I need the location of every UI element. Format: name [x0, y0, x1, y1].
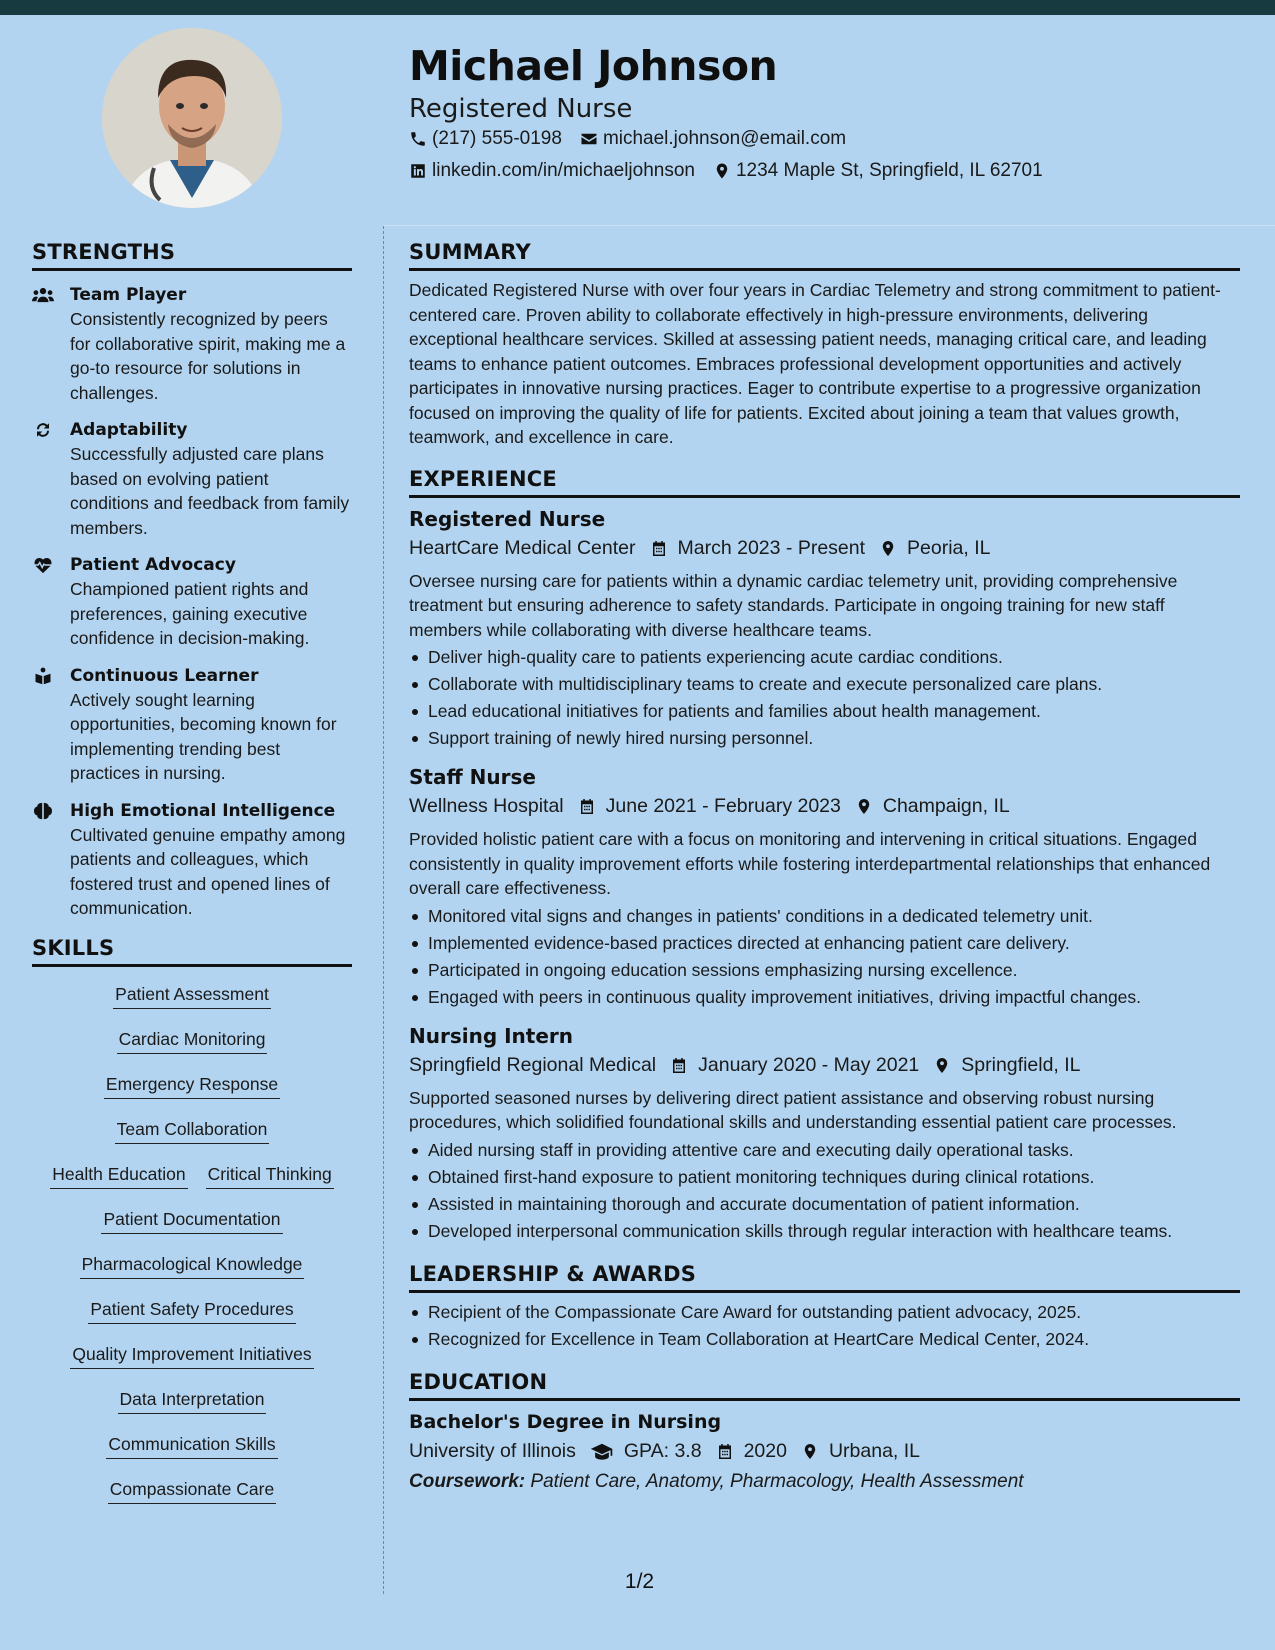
- summary-heading: SUMMARY: [409, 240, 1240, 271]
- calendar-icon: [650, 539, 668, 558]
- book-reader-icon: [32, 667, 54, 685]
- education-heading: EDUCATION: [409, 1370, 1240, 1401]
- job-description: Supported seasoned nurses by delivering direct patient assistance and observing robust nursing procedures, which solidified foundational skills and understanding essential patient care processes.: [409, 1087, 1177, 1132]
- education-school: University of Illinois: [409, 1439, 576, 1462]
- skills-list: [32, 983, 352, 1523]
- right-column: [409, 240, 1240, 1497]
- map-pin-icon: [713, 162, 731, 180]
- left-column: [32, 240, 352, 1523]
- brain-icon: [32, 802, 54, 820]
- education-coursework: [409, 1467, 1240, 1497]
- strength-item: Continuous Learner Actively sought learning opportunities, becoming known for implementing trending best practices in nursing.: [32, 664, 352, 786]
- job-entry: [409, 506, 1240, 753]
- calendar-icon: [670, 1056, 688, 1075]
- contact-phone: (217) 555-0198: [409, 128, 562, 150]
- coursework-list: Patient Care, Anatomy, Pharmacology, Health Assessment: [530, 1470, 1024, 1492]
- experience-heading: EXPERIENCE: [409, 467, 1240, 498]
- job-dates: June 2021 - February 2023: [605, 795, 841, 817]
- list-item: Implemented evidence-based practices directed at enhancing patient care delivery.: [409, 930, 1240, 957]
- strength-item: Team Player Consistently recognized by peers for collaborative spirit, making me a go-to resource for solutions in challenges.: [32, 283, 352, 405]
- job-meta: [409, 533, 1240, 564]
- envelope-icon: [580, 130, 598, 148]
- list-item: Assisted in maintaining thorough and accurate documentation of patient information.: [409, 1191, 1240, 1218]
- skill-tag: Data Interpretation: [118, 1388, 267, 1414]
- heartbeat-icon: [32, 556, 54, 574]
- list-item: Engaged with peers in continuous quality improvement initiatives, driving impactful changes.: [409, 984, 1240, 1011]
- job-location: Peoria, IL: [907, 536, 991, 559]
- job-bullets: [409, 903, 1240, 1011]
- graduation-cap-icon: [590, 1442, 614, 1461]
- job-title: Registered Nurse: [409, 506, 606, 531]
- list-item: Obtained first-hand exposure to patient monitoring techniques during clinical rotations.: [409, 1164, 1240, 1191]
- skill-tag: Quality Improvement Initiatives: [70, 1343, 313, 1369]
- job-entry: [409, 1023, 1240, 1245]
- coursework-label: Coursework:: [409, 1470, 526, 1492]
- contact-email[interactable]: michael.johnson@email.com: [580, 128, 846, 150]
- calendar-icon: [578, 797, 596, 816]
- page-number: 1/2: [624, 1570, 655, 1593]
- list-item: Deliver high-quality care to patients experiencing acute cardiac conditions.: [409, 644, 1240, 671]
- job-description: Oversee nursing care for patients within a dynamic cardiac telemetry unit, providing comprehensive treatment but ensuring adherence to safety standards. Participate in ongoing training for new staff members while collaborating with diverse healthcare teams.: [409, 570, 1178, 640]
- list-item: Aided nursing staff in providing attentive care and executing daily operational tasks.: [409, 1137, 1240, 1164]
- education-degree: Bachelor's Degree in Nursing: [409, 1410, 722, 1433]
- header-separator: [383, 225, 1275, 226]
- calendar-icon: [716, 1442, 734, 1461]
- contact-address: 1234 Maple St, Springfield, IL 62701: [713, 160, 1043, 182]
- column-divider: [383, 226, 384, 1594]
- awards-heading: LEADERSHIP & AWARDS: [409, 1262, 1240, 1293]
- strengths-list: [32, 283, 352, 921]
- strengths-heading: STRENGTHS: [32, 240, 352, 271]
- list-item: Monitored vital signs and changes in patients' conditions in a dedicated telemetry unit.: [409, 903, 1240, 930]
- avatar: [102, 28, 282, 208]
- list-item: Participated in ongoing education sessions emphasizing nursing excellence.: [409, 957, 1240, 984]
- strength-item: Patient Advocacy Championed patient rights and preferences, gaining executive confidence in decision-making.: [32, 553, 352, 651]
- candidate-name: Michael Johnson: [409, 42, 778, 90]
- skill-tag: Communication Skills: [106, 1433, 277, 1459]
- skill-tag: Health Education: [50, 1163, 187, 1189]
- job-title: Staff Nurse: [409, 765, 536, 789]
- education-meta: [409, 1436, 1240, 1467]
- contact-linkedin[interactable]: linkedin.com/in/michaeljohnson: [409, 160, 695, 182]
- contact-row-1: [409, 128, 864, 150]
- job-bullets: [409, 644, 1240, 752]
- awards-list: [409, 1299, 1240, 1353]
- job-entry: [409, 764, 1240, 1011]
- candidate-title: Registered Nurse: [409, 94, 633, 124]
- refresh-icon: [32, 421, 54, 439]
- job-dates: January 2020 - May 2021: [698, 1053, 920, 1076]
- skills-heading: SKILLS: [32, 936, 352, 967]
- list-item: Lead educational initiatives for patients and families about health management.: [409, 698, 1240, 725]
- list-item: Recipient of the Compassionate Care Award for outstanding patient advocacy, 2025.: [409, 1299, 1240, 1326]
- skill-tag: Critical Thinking: [206, 1163, 334, 1189]
- skill-tag: Pharmacological Knowledge: [80, 1253, 305, 1279]
- experience-section: [409, 467, 1240, 1245]
- map-pin-icon: [933, 1056, 951, 1075]
- skill-tag: Team Collaboration: [115, 1118, 270, 1144]
- map-pin-icon: [855, 797, 873, 816]
- strength-item: Adaptability Successfully adjusted care plans based on evolving patient conditions and feedback from family members.: [32, 418, 352, 540]
- education-section: [409, 1370, 1240, 1497]
- job-company: Wellness Hospital: [409, 795, 564, 817]
- job-description: Provided holistic patient care with a focus on monitoring and intervening in critical situations. Engaged consistently in quality improvement efforts while fostering interdepartmental relationships that enhanced overall care effectiveness.: [409, 829, 1211, 898]
- map-pin-icon: [879, 539, 897, 558]
- education-year: 2020: [743, 1439, 787, 1462]
- job-company: Springfield Regional Medical: [409, 1053, 657, 1076]
- list-item: Support training of newly hired nursing personnel.: [409, 725, 1240, 752]
- skill-tag: Patient Documentation: [101, 1208, 282, 1234]
- skill-tag: Compassionate Care: [108, 1478, 276, 1504]
- job-bullets: [409, 1137, 1240, 1245]
- team-icon: [32, 286, 54, 304]
- job-location: Champaign, IL: [882, 795, 1010, 817]
- list-item: Collaborate with multidisciplinary teams to create and execute personalized care plans.: [409, 671, 1240, 698]
- list-item: Recognized for Excellence in Team Collaboration at HeartCare Medical Center, 2024.: [409, 1326, 1240, 1353]
- top-bar: [0, 0, 1275, 15]
- awards-section: [409, 1262, 1240, 1353]
- education-location: Urbana, IL: [828, 1439, 921, 1462]
- job-meta: [409, 791, 1240, 822]
- skill-tag: Patient Assessment: [113, 983, 271, 1009]
- linkedin-icon: [409, 162, 427, 180]
- strength-item: High Emotional Intelligence Cultivated genuine empathy among patients and colleagues, which fostered trust and opened lines of communication.: [32, 799, 352, 921]
- map-pin-icon: [801, 1442, 819, 1461]
- phone-icon: [409, 130, 427, 148]
- skill-tag: Emergency Response: [104, 1073, 280, 1099]
- list-item: Developed interpersonal communication skills through regular interaction with healthcare teams.: [409, 1218, 1240, 1245]
- job-company: HeartCare Medical Center: [409, 536, 636, 559]
- education-gpa: GPA: 3.8: [623, 1439, 702, 1462]
- skill-tag: Patient Safety Procedures: [88, 1298, 295, 1324]
- job-location: Springfield, IL: [961, 1053, 1081, 1076]
- job-title: Nursing Intern: [409, 1023, 574, 1048]
- job-meta: [409, 1050, 1240, 1081]
- profile-photo: [102, 28, 282, 208]
- job-dates: March 2023 - Present: [677, 536, 866, 559]
- summary-text: Dedicated Registered Nurse with over four years in Cardiac Telemetry and strong commitment to patient-centered care. Proven ability to collaborate effectively in high-pressure environments, delivering exceptional healthcare services. Skilled at assessing patient needs, managing critical care, and leading teams to enhance patient outcomes. Embraces professional development opportunities and actively participates in innovative nursing practices. Eager to contribute expertise to a progressive organization focused on improving the quality of life for patients. Excited about joining a team that values growth, teamwork, and excellence in care.: [409, 280, 1221, 447]
- skill-tag: Cardiac Monitoring: [117, 1028, 268, 1054]
- contact-row-2: [409, 160, 1061, 182]
